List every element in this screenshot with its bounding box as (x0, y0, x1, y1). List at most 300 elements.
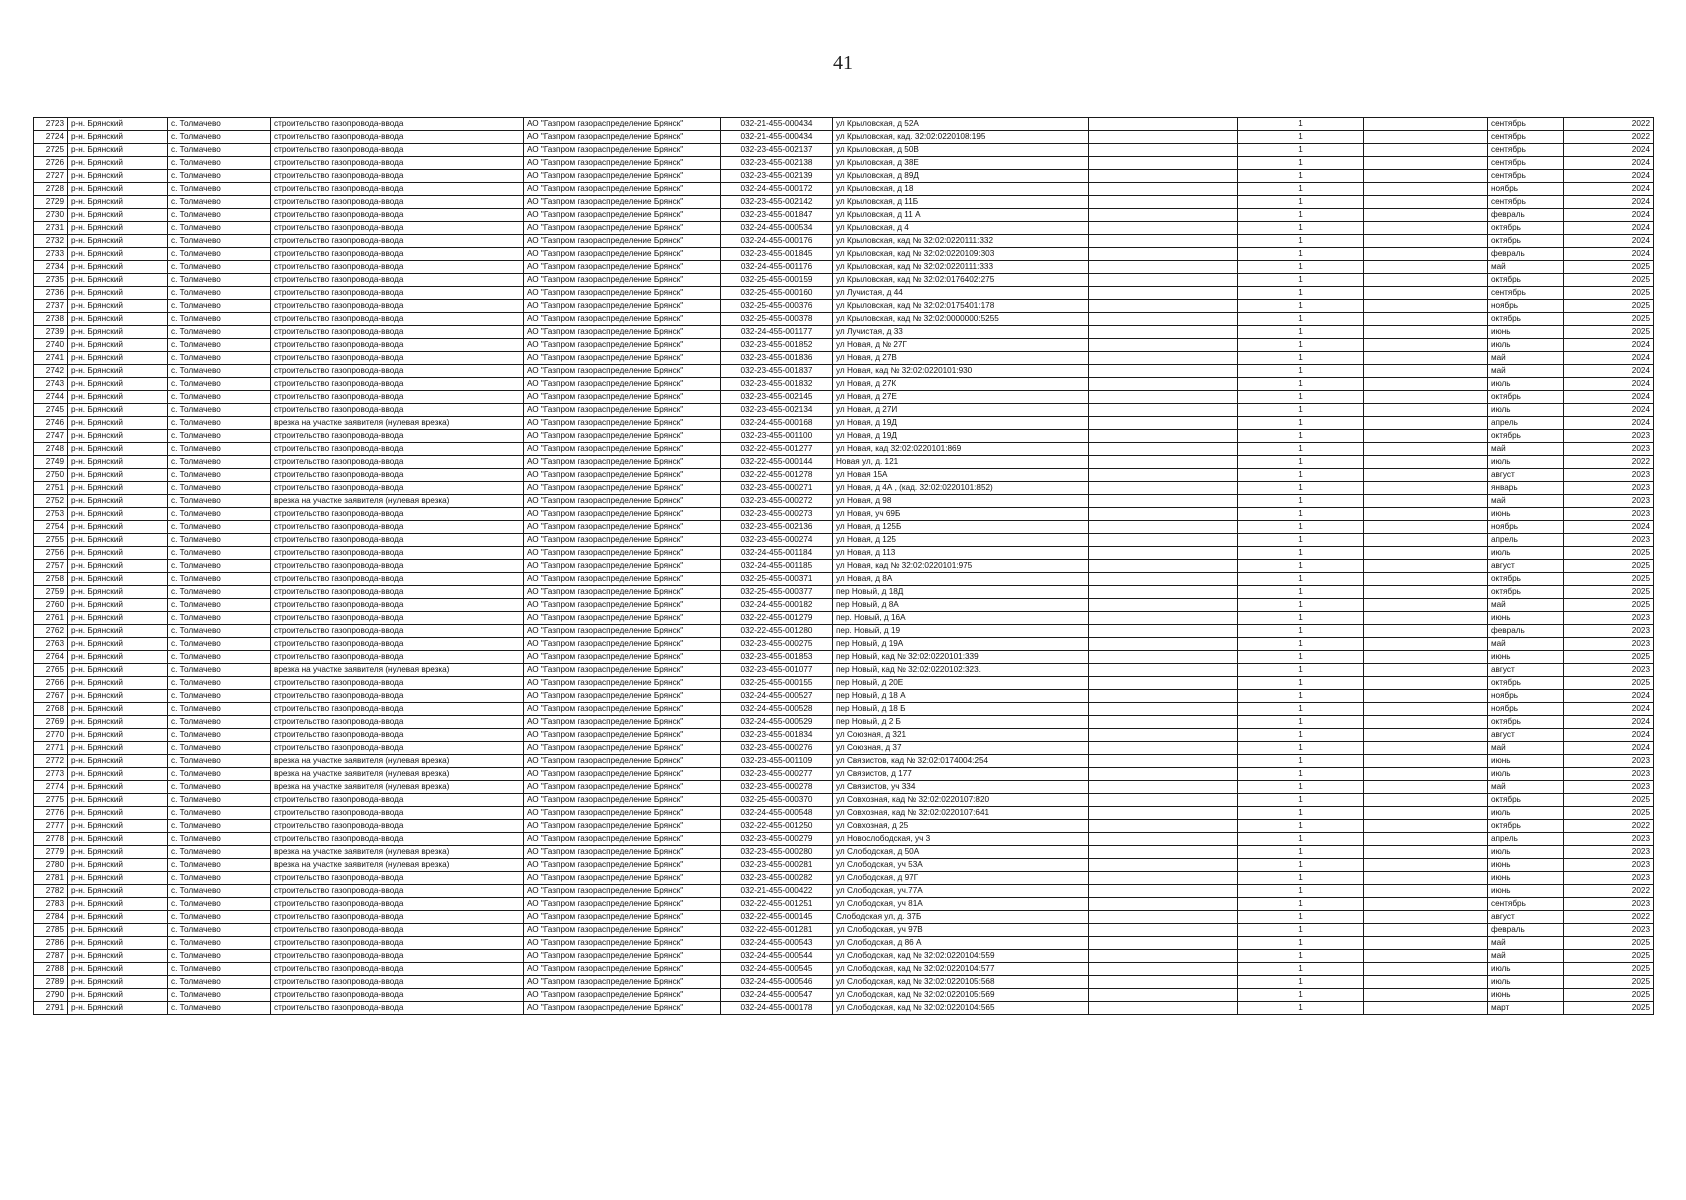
quantity-cell: 1 (1238, 261, 1364, 274)
work-type-cell: строительство газопровода-ввода (271, 937, 524, 950)
month-cell: февраль (1488, 209, 1564, 222)
organization-cell: АО "Газпром газораспределение Брянск" (524, 872, 721, 885)
row-number: 2773 (34, 768, 68, 781)
organization-cell: АО "Газпром газораспределение Брянск" (524, 1002, 721, 1015)
organization-cell: АО "Газпром газораспределение Брянск" (524, 599, 721, 612)
month-cell: сентябрь (1488, 118, 1564, 131)
empty-cell (1089, 859, 1238, 872)
year-cell: 2023 (1564, 924, 1654, 937)
month-cell: октябрь (1488, 820, 1564, 833)
address-cell: ул Крыловская, кад № 32:02:0220111:333 (833, 261, 1089, 274)
table-row (34, 989, 1654, 1002)
empty-cell (1089, 352, 1238, 365)
work-type-cell: строительство газопровода-ввода (271, 313, 524, 326)
application-id-cell: 032-21-455-000434 (721, 118, 833, 131)
application-id-cell: 032-23-455-000274 (721, 534, 833, 547)
work-type-cell: строительство газопровода-ввода (271, 729, 524, 742)
locality-cell: с. Толмачево (168, 365, 271, 378)
empty-cell (1364, 404, 1488, 417)
year-cell: 2025 (1564, 651, 1654, 664)
address-cell: Слободская ул, д. 37Б (833, 911, 1089, 924)
work-type-cell: строительство газопровода-ввода (271, 625, 524, 638)
application-id-cell: 032-21-455-000422 (721, 885, 833, 898)
empty-cell (1089, 196, 1238, 209)
table-row (34, 859, 1654, 872)
organization-cell: АО "Газпром газораспределение Брянск" (524, 521, 721, 534)
empty-cell (1364, 560, 1488, 573)
address-cell: пер Новый, д 18 Б (833, 703, 1089, 716)
work-type-cell: врезка на участке заявителя (нулевая врезка) (271, 417, 524, 430)
locality-cell: с. Толмачево (168, 911, 271, 924)
empty-cell (1364, 690, 1488, 703)
quantity-cell: 1 (1238, 417, 1364, 430)
year-cell: 2022 (1564, 456, 1654, 469)
month-cell: май (1488, 599, 1564, 612)
empty-cell (1089, 495, 1238, 508)
district-cell: р-н. Брянский (68, 313, 168, 326)
empty-cell (1089, 144, 1238, 157)
organization-cell: АО "Газпром газораспределение Брянск" (524, 703, 721, 716)
year-cell: 2022 (1564, 118, 1654, 131)
empty-cell (1089, 521, 1238, 534)
address-cell: ул Новая, д 4А , (кад. 32:02:0220101:852) (833, 482, 1089, 495)
application-id-cell: 032-23-455-000280 (721, 846, 833, 859)
locality-cell: с. Толмачево (168, 924, 271, 937)
year-cell: 2024 (1564, 716, 1654, 729)
organization-cell: АО "Газпром газораспределение Брянск" (524, 209, 721, 222)
row-number: 2734 (34, 261, 68, 274)
application-id-cell: 032-23-455-002142 (721, 196, 833, 209)
work-type-cell: строительство газопровода-ввода (271, 404, 524, 417)
address-cell: ул Лучистая, д 33 (833, 326, 1089, 339)
district-cell: р-н. Брянский (68, 976, 168, 989)
month-cell: февраль (1488, 625, 1564, 638)
table-row (34, 339, 1654, 352)
month-cell: март (1488, 1002, 1564, 1015)
quantity-cell: 1 (1238, 742, 1364, 755)
district-cell: р-н. Брянский (68, 872, 168, 885)
organization-cell: АО "Газпром газораспределение Брянск" (524, 391, 721, 404)
district-cell: р-н. Брянский (68, 833, 168, 846)
quantity-cell: 1 (1238, 651, 1364, 664)
year-cell: 2024 (1564, 144, 1654, 157)
work-type-cell: строительство газопровода-ввода (271, 612, 524, 625)
empty-cell (1364, 235, 1488, 248)
address-cell: ул Крыловская, д 38Е (833, 157, 1089, 170)
application-id-cell: 032-24-455-001184 (721, 547, 833, 560)
empty-cell (1089, 1002, 1238, 1015)
organization-cell: АО "Газпром газораспределение Брянск" (524, 963, 721, 976)
quantity-cell: 1 (1238, 495, 1364, 508)
district-cell: р-н. Брянский (68, 235, 168, 248)
table-row (34, 651, 1654, 664)
district-cell: р-н. Брянский (68, 118, 168, 131)
district-cell: р-н. Брянский (68, 820, 168, 833)
address-cell: ул Союзная, д 37 (833, 742, 1089, 755)
month-cell: июль (1488, 976, 1564, 989)
empty-cell (1089, 118, 1238, 131)
work-type-cell: врезка на участке заявителя (нулевая врезка) (271, 664, 524, 677)
year-cell: 2025 (1564, 274, 1654, 287)
district-cell: р-н. Брянский (68, 469, 168, 482)
locality-cell: с. Толмачево (168, 235, 271, 248)
work-type-cell: строительство газопровода-ввода (271, 209, 524, 222)
address-cell: ул Слободская, кад № 32:02:0220104:577 (833, 963, 1089, 976)
quantity-cell: 1 (1238, 443, 1364, 456)
application-id-cell: 032-23-455-000273 (721, 508, 833, 521)
month-cell: май (1488, 352, 1564, 365)
month-cell: июнь (1488, 989, 1564, 1002)
table-row (34, 547, 1654, 560)
table-row (34, 144, 1654, 157)
month-cell: ноябрь (1488, 183, 1564, 196)
month-cell: октябрь (1488, 222, 1564, 235)
application-id-cell: 032-24-455-000176 (721, 235, 833, 248)
month-cell: июнь (1488, 755, 1564, 768)
empty-cell (1089, 235, 1238, 248)
year-cell: 2024 (1564, 391, 1654, 404)
work-type-cell: строительство газопровода-ввода (271, 365, 524, 378)
work-type-cell: строительство газопровода-ввода (271, 170, 524, 183)
empty-cell (1089, 976, 1238, 989)
row-number: 2737 (34, 300, 68, 313)
locality-cell: с. Толмачево (168, 716, 271, 729)
month-cell: апрель (1488, 534, 1564, 547)
application-id-cell: 032-22-455-001279 (721, 612, 833, 625)
quantity-cell: 1 (1238, 248, 1364, 261)
locality-cell: с. Толмачево (168, 703, 271, 716)
work-type-cell: строительство газопровода-ввода (271, 599, 524, 612)
district-cell: р-н. Брянский (68, 482, 168, 495)
locality-cell: с. Толмачево (168, 690, 271, 703)
quantity-cell: 1 (1238, 157, 1364, 170)
application-id-cell: 032-23-455-001837 (721, 365, 833, 378)
work-type-cell: строительство газопровода-ввода (271, 430, 524, 443)
locality-cell: с. Толмачево (168, 300, 271, 313)
organization-cell: АО "Газпром газораспределение Брянск" (524, 677, 721, 690)
month-cell: ноябрь (1488, 521, 1564, 534)
district-cell: р-н. Брянский (68, 521, 168, 534)
address-cell: ул Слободская, кад № 32:02:0220104:565 (833, 1002, 1089, 1015)
empty-cell (1089, 261, 1238, 274)
locality-cell: с. Толмачево (168, 820, 271, 833)
district-cell: р-н. Брянский (68, 703, 168, 716)
empty-cell (1089, 482, 1238, 495)
empty-cell (1089, 742, 1238, 755)
organization-cell: АО "Газпром газораспределение Брянск" (524, 469, 721, 482)
table-row (34, 430, 1654, 443)
work-type-cell: строительство газопровода-ввода (271, 924, 524, 937)
quantity-cell: 1 (1238, 820, 1364, 833)
address-cell: ул Новая, д 113 (833, 547, 1089, 560)
work-type-cell: строительство газопровода-ввода (271, 378, 524, 391)
empty-cell (1364, 976, 1488, 989)
locality-cell: с. Толмачево (168, 625, 271, 638)
month-cell: октябрь (1488, 586, 1564, 599)
address-cell: ул Крыловская, д 89Д (833, 170, 1089, 183)
locality-cell: с. Толмачево (168, 950, 271, 963)
empty-cell (1089, 625, 1238, 638)
month-cell: октябрь (1488, 274, 1564, 287)
table-row (34, 976, 1654, 989)
address-cell: ул Крыловская, д 52А (833, 118, 1089, 131)
table-row (34, 599, 1654, 612)
empty-cell (1364, 599, 1488, 612)
empty-cell (1089, 534, 1238, 547)
empty-cell (1089, 547, 1238, 560)
application-id-cell: 032-25-455-000159 (721, 274, 833, 287)
organization-cell: АО "Газпром газораспределение Брянск" (524, 937, 721, 950)
organization-cell: АО "Газпром газораспределение Брянск" (524, 456, 721, 469)
organization-cell: АО "Газпром газораспределение Брянск" (524, 443, 721, 456)
table-row (34, 937, 1654, 950)
quantity-cell: 1 (1238, 196, 1364, 209)
work-type-cell: строительство газопровода-ввода (271, 196, 524, 209)
year-cell: 2022 (1564, 885, 1654, 898)
month-cell: январь (1488, 482, 1564, 495)
year-cell: 2025 (1564, 677, 1654, 690)
row-number: 2784 (34, 911, 68, 924)
address-cell: ул Крыловская, кад. 32:02:0220108:195 (833, 131, 1089, 144)
empty-cell (1364, 209, 1488, 222)
organization-cell: АО "Газпром газораспределение Брянск" (524, 183, 721, 196)
empty-cell (1089, 391, 1238, 404)
locality-cell: с. Толмачево (168, 534, 271, 547)
district-cell: р-н. Брянский (68, 417, 168, 430)
row-number: 2755 (34, 534, 68, 547)
year-cell: 2024 (1564, 365, 1654, 378)
organization-cell: АО "Газпром газораспределение Брянск" (524, 690, 721, 703)
empty-cell (1089, 274, 1238, 287)
empty-cell (1089, 378, 1238, 391)
table-row (34, 482, 1654, 495)
row-number: 2731 (34, 222, 68, 235)
district-cell: р-н. Брянский (68, 716, 168, 729)
quantity-cell: 1 (1238, 560, 1364, 573)
work-type-cell: строительство газопровода-ввода (271, 794, 524, 807)
organization-cell: АО "Газпром газораспределение Брянск" (524, 417, 721, 430)
quantity-cell: 1 (1238, 924, 1364, 937)
year-cell: 2023 (1564, 846, 1654, 859)
quantity-cell: 1 (1238, 300, 1364, 313)
month-cell: июнь (1488, 872, 1564, 885)
year-cell: 2023 (1564, 469, 1654, 482)
organization-cell: АО "Газпром газораспределение Брянск" (524, 768, 721, 781)
month-cell: ноябрь (1488, 703, 1564, 716)
month-cell: июль (1488, 404, 1564, 417)
table-row (34, 911, 1654, 924)
locality-cell: с. Толмачево (168, 391, 271, 404)
quantity-cell: 1 (1238, 612, 1364, 625)
quantity-cell: 1 (1238, 547, 1364, 560)
row-number: 2750 (34, 469, 68, 482)
locality-cell: с. Толмачево (168, 898, 271, 911)
work-type-cell: строительство газопровода-ввода (271, 833, 524, 846)
locality-cell: с. Толмачево (168, 885, 271, 898)
empty-cell (1089, 209, 1238, 222)
work-type-cell: строительство газопровода-ввода (271, 742, 524, 755)
row-number: 2736 (34, 287, 68, 300)
application-id-cell: 032-25-455-000377 (721, 586, 833, 599)
empty-cell (1364, 911, 1488, 924)
table-row (34, 443, 1654, 456)
address-cell: пер Новый, кад № 32:02:0220101:339 (833, 651, 1089, 664)
quantity-cell: 1 (1238, 599, 1364, 612)
quantity-cell: 1 (1238, 391, 1364, 404)
locality-cell: с. Толмачево (168, 339, 271, 352)
address-cell: ул Слободская, уч 53А (833, 859, 1089, 872)
table-row (34, 248, 1654, 261)
locality-cell: с. Толмачево (168, 131, 271, 144)
locality-cell: с. Толмачево (168, 378, 271, 391)
table-row (34, 495, 1654, 508)
table-row (34, 508, 1654, 521)
empty-cell (1364, 378, 1488, 391)
quantity-cell: 1 (1238, 664, 1364, 677)
quantity-cell: 1 (1238, 885, 1364, 898)
work-type-cell: строительство газопровода-ввода (271, 976, 524, 989)
empty-cell (1089, 469, 1238, 482)
month-cell: июнь (1488, 508, 1564, 521)
row-number: 2746 (34, 417, 68, 430)
organization-cell: АО "Газпром газораспределение Брянск" (524, 118, 721, 131)
row-number: 2759 (34, 586, 68, 599)
empty-cell (1364, 222, 1488, 235)
empty-cell (1089, 157, 1238, 170)
district-cell: р-н. Брянский (68, 547, 168, 560)
row-number: 2751 (34, 482, 68, 495)
year-cell: 2023 (1564, 755, 1654, 768)
address-cell: ул Крыловская, кад № 32:02:0176402:275 (833, 274, 1089, 287)
application-id-cell: 032-22-455-001278 (721, 469, 833, 482)
year-cell: 2025 (1564, 976, 1654, 989)
year-cell: 2022 (1564, 911, 1654, 924)
locality-cell: с. Толмачево (168, 599, 271, 612)
year-cell: 2023 (1564, 430, 1654, 443)
empty-cell (1364, 274, 1488, 287)
organization-cell: АО "Газпром газораспределение Брянск" (524, 833, 721, 846)
month-cell: июнь (1488, 651, 1564, 664)
empty-cell (1089, 898, 1238, 911)
address-cell: ул Лучистая, д 44 (833, 287, 1089, 300)
address-cell: пер Новый, д 18Д (833, 586, 1089, 599)
application-id-cell: 032-22-455-001281 (721, 924, 833, 937)
locality-cell: с. Толмачево (168, 261, 271, 274)
application-id-cell: 032-23-455-001847 (721, 209, 833, 222)
district-cell: р-н. Брянский (68, 612, 168, 625)
table-row (34, 729, 1654, 742)
empty-cell (1089, 937, 1238, 950)
organization-cell: АО "Газпром газораспределение Брянск" (524, 911, 721, 924)
application-id-cell: 032-24-455-000544 (721, 950, 833, 963)
table-row (34, 209, 1654, 222)
address-cell: ул Крыловская, д 50В (833, 144, 1089, 157)
table-row (34, 456, 1654, 469)
work-type-cell: строительство газопровода-ввода (271, 248, 524, 261)
table-row (34, 742, 1654, 755)
month-cell: август (1488, 911, 1564, 924)
month-cell: август (1488, 664, 1564, 677)
organization-cell: АО "Газпром газораспределение Брянск" (524, 196, 721, 209)
organization-cell: АО "Газпром газораспределение Брянск" (524, 313, 721, 326)
district-cell: р-н. Брянский (68, 755, 168, 768)
empty-cell (1364, 768, 1488, 781)
quantity-cell: 1 (1238, 209, 1364, 222)
empty-cell (1364, 365, 1488, 378)
year-cell: 2025 (1564, 261, 1654, 274)
empty-cell (1089, 989, 1238, 1002)
quantity-cell: 1 (1238, 859, 1364, 872)
month-cell: июль (1488, 339, 1564, 352)
district-cell: р-н. Брянский (68, 326, 168, 339)
month-cell: октябрь (1488, 430, 1564, 443)
locality-cell: с. Толмачево (168, 794, 271, 807)
year-cell: 2024 (1564, 690, 1654, 703)
empty-cell (1364, 391, 1488, 404)
quantity-cell: 1 (1238, 482, 1364, 495)
quantity-cell: 1 (1238, 794, 1364, 807)
quantity-cell: 1 (1238, 846, 1364, 859)
locality-cell: с. Толмачево (168, 118, 271, 131)
organization-cell: АО "Газпром газораспределение Брянск" (524, 859, 721, 872)
work-type-cell: строительство газопровода-ввода (271, 157, 524, 170)
table-row (34, 846, 1654, 859)
quantity-cell: 1 (1238, 287, 1364, 300)
year-cell: 2023 (1564, 664, 1654, 677)
application-id-cell: 032-24-455-000178 (721, 1002, 833, 1015)
quantity-cell: 1 (1238, 833, 1364, 846)
work-type-cell: строительство газопровода-ввода (271, 222, 524, 235)
address-cell: ул Крыловская, кад № 32:02:0175401:178 (833, 300, 1089, 313)
address-cell: ул Крыловская, д 11 А (833, 209, 1089, 222)
year-cell: 2024 (1564, 729, 1654, 742)
address-cell: ул Новая, д 19Д (833, 417, 1089, 430)
application-id-cell: 032-24-455-000547 (721, 989, 833, 1002)
work-type-cell: строительство газопровода-ввода (271, 131, 524, 144)
empty-cell (1364, 729, 1488, 742)
empty-cell (1089, 651, 1238, 664)
application-id-cell: 032-22-455-001277 (721, 443, 833, 456)
quantity-cell: 1 (1238, 573, 1364, 586)
address-cell: пер Новый, кад № 32:02:0220102:323. (833, 664, 1089, 677)
address-cell: ул Крыловская, кад № 32:02:0220111:332 (833, 235, 1089, 248)
quantity-cell: 1 (1238, 313, 1364, 326)
quantity-cell: 1 (1238, 222, 1364, 235)
address-cell: ул Новая, кад № 32:02:0220101:930 (833, 365, 1089, 378)
year-cell: 2022 (1564, 820, 1654, 833)
application-id-cell: 032-24-455-001176 (721, 261, 833, 274)
quantity-cell: 1 (1238, 1002, 1364, 1015)
year-cell: 2025 (1564, 287, 1654, 300)
district-cell: р-н. Брянский (68, 352, 168, 365)
organization-cell: АО "Газпром газораспределение Брянск" (524, 274, 721, 287)
month-cell: ноябрь (1488, 690, 1564, 703)
row-number: 2745 (34, 404, 68, 417)
empty-cell (1089, 768, 1238, 781)
district-cell: р-н. Брянский (68, 391, 168, 404)
month-cell: июль (1488, 378, 1564, 391)
work-type-cell: строительство газопровода-ввода (271, 391, 524, 404)
work-type-cell: строительство газопровода-ввода (271, 456, 524, 469)
table-row (34, 1002, 1654, 1015)
locality-cell: с. Толмачево (168, 196, 271, 209)
address-cell: ул Слободская, уч 81А (833, 898, 1089, 911)
table-row (34, 677, 1654, 690)
row-number: 2783 (34, 898, 68, 911)
empty-cell (1364, 118, 1488, 131)
table-row (34, 534, 1654, 547)
month-cell: июль (1488, 547, 1564, 560)
